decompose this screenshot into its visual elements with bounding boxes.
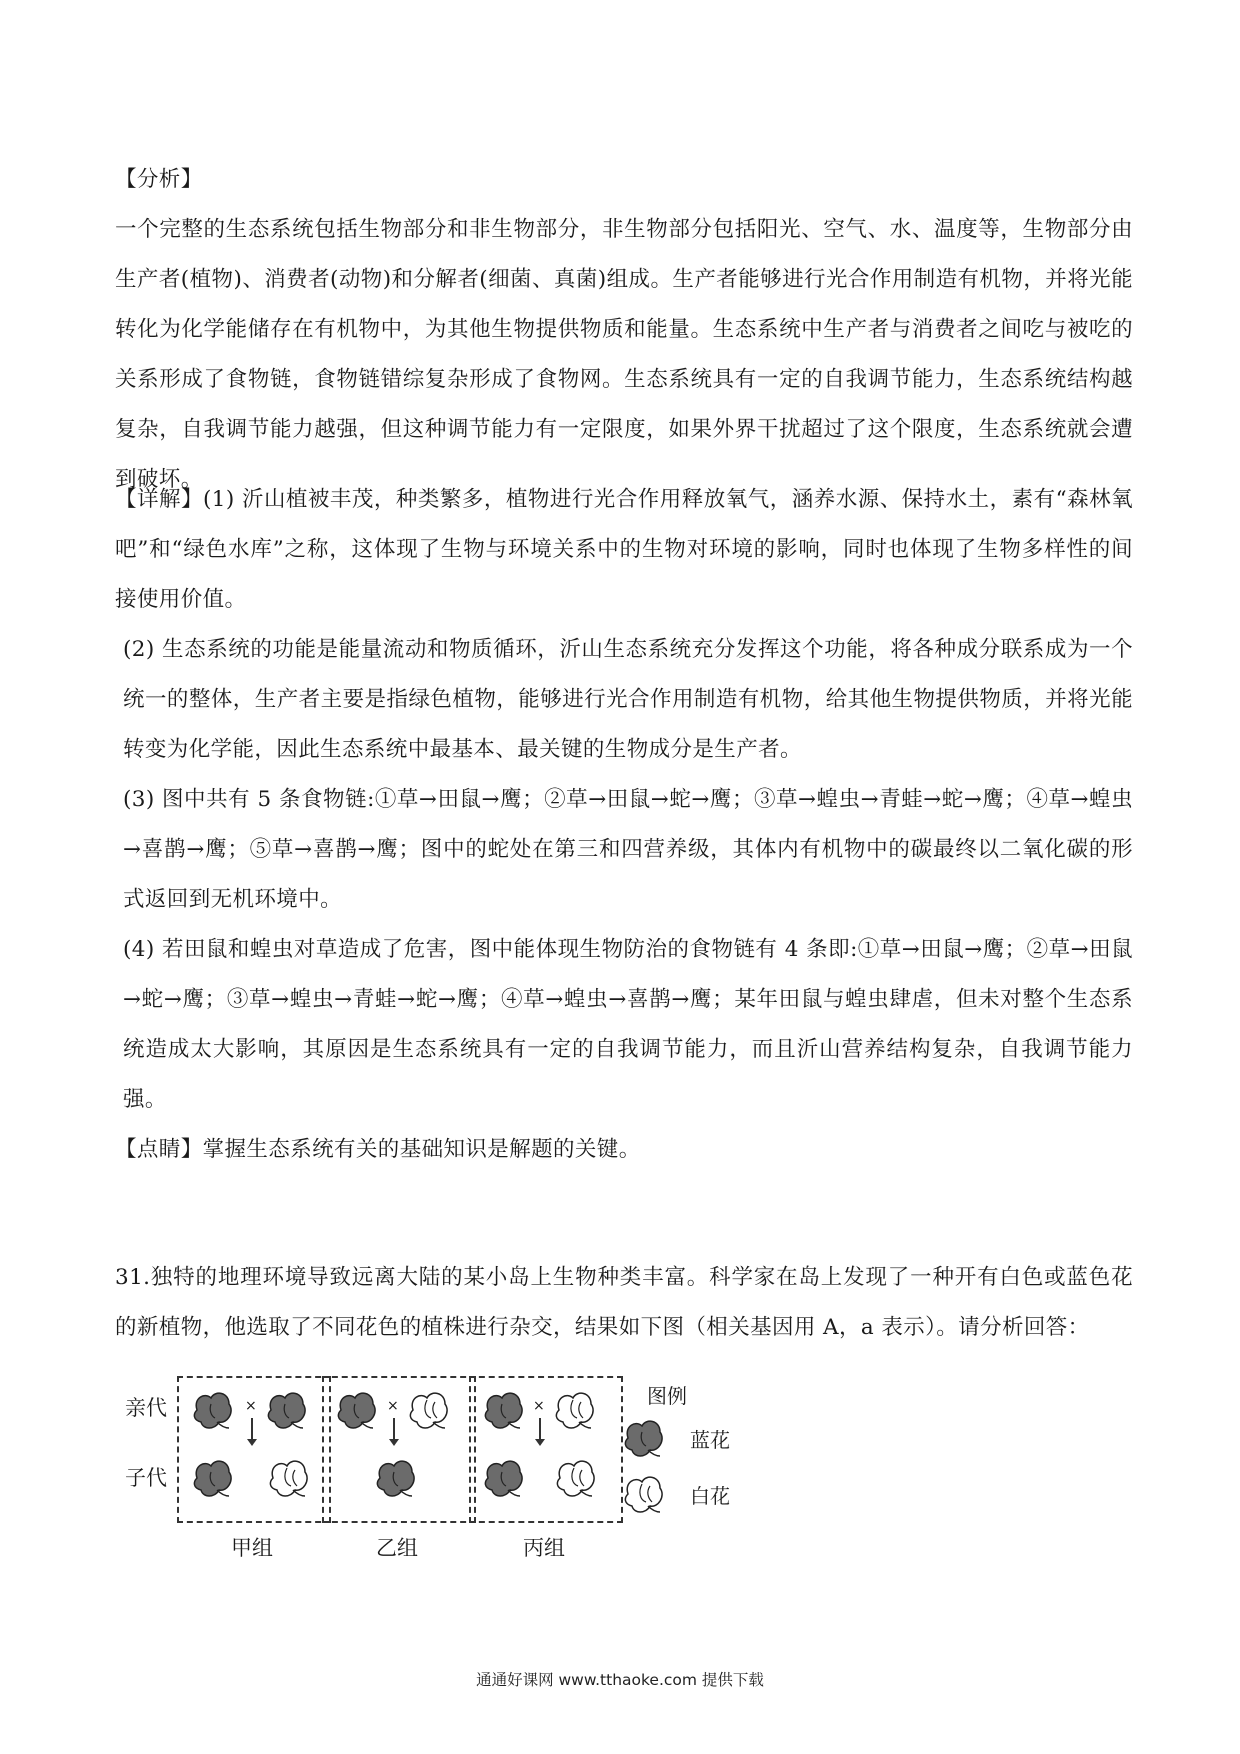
blue-flower-icon bbox=[189, 1456, 235, 1502]
blue-flower-icon bbox=[480, 1388, 526, 1434]
white-flower-icon bbox=[265, 1456, 311, 1502]
blue-flower-icon bbox=[333, 1388, 379, 1434]
group-jia-label: 甲组 bbox=[231, 1536, 273, 1560]
analysis-body: 一个完整的生态系统包括生物部分和非生物部分，非生物部分包括阳光、空气、水、温度等，生物部分由生产者(植物)、消费者(动物)和分解者(细菌、真菌)组成。生产者能够进行光合作用制造有机物，并将光能转化为化学能储存在有机物中，为其他生物提供物质和能量。生态系统中生产者与消费者之间吃与被吃的关系形成了食物链，食物链错综复杂形成了食物网。生态系统具有一定的自我调节能力，生态系统结构越复杂，自我调节能力越强，但这种调节能力有一定限度，如果外界干扰超过了这个限度，生态系统就会遭到破坏。 bbox=[115, 217, 1133, 492]
legend-title: 图例 bbox=[647, 1384, 687, 1408]
arrow-down-icon bbox=[539, 1418, 541, 1440]
cross-diagram bbox=[115, 1370, 875, 1570]
white-flower-icon bbox=[552, 1456, 598, 1502]
detail-paragraph-3: (3) 图中共有 5 条食物链:①草→田鼠→鹰；②草→田鼠→蛇→鹰；③草→蝗虫→青蛙→蛇→鹰；④草→蝗虫→喜鹊→鹰；⑤草→喜鹊→鹰；图中的蛇处在第三和四营养级，其体内有机物中的碳最终以二氧化碳的形式返回到无机环境中。 bbox=[123, 787, 1133, 912]
arrow-down-icon bbox=[251, 1418, 253, 1440]
detail-section bbox=[115, 475, 1133, 1175]
blue-flower-icon bbox=[480, 1456, 526, 1502]
cross-symbol: × bbox=[245, 1398, 257, 1414]
white-flower-icon bbox=[620, 1472, 666, 1518]
pointer-paragraph: 【点睛】掌握生态系统有关的基础知识是解题的关键。 bbox=[115, 1137, 641, 1162]
blue-flower-icon bbox=[372, 1456, 418, 1502]
group-yi-label: 乙组 bbox=[376, 1536, 418, 1560]
analysis-heading: 【分析】 bbox=[115, 167, 203, 192]
detail-heading: 【详解】 bbox=[115, 487, 203, 512]
detail-paragraph-1: 【详解】(1) 沂山植被丰茂，种类繁多，植物进行光合作用释放氧气，涵养水源、保持水土，素有“森林氧吧”和“绿色水库”之称，这体现了生物与环境关系中的生物对环境的影响，同时也体现了生物多样性的间接使用价值。 bbox=[115, 487, 1133, 612]
detail-paragraph-2: (2) 生态系统的功能是能量流动和物质循环，沂山生态系统充分发挥这个功能，将各种成分联系成为一个统一的整体，生产者主要是指绿色植物，能够进行光合作用制造有机物，给其他生物提供物质，并将光能转变为化学能，因此生态系统中最基本、最关键的生物成分是生产者。 bbox=[123, 637, 1133, 762]
legend-blue-label: 蓝花 bbox=[690, 1428, 730, 1452]
group-bing-label: 丙组 bbox=[523, 1536, 565, 1560]
analysis-section bbox=[115, 155, 1133, 505]
arrow-down-icon bbox=[393, 1418, 395, 1440]
white-flower-icon bbox=[405, 1388, 451, 1434]
legend-white-label: 白花 bbox=[690, 1484, 730, 1508]
cross-symbol: × bbox=[533, 1398, 545, 1414]
offspring-row-label: 子代 bbox=[125, 1466, 167, 1490]
question-31 bbox=[115, 1253, 1133, 1353]
footer-text: 通通好课网 www.tthaoke.com 提供下载 bbox=[476, 1671, 764, 1689]
white-flower-icon bbox=[551, 1388, 597, 1434]
detail-paragraph-4: (4) 若田鼠和蝗虫对草造成了危害，图中能体现生物防治的食物链有 4 条即:①草→田鼠→鹰；②草→田鼠→蛇→鹰；③草→蝗虫→青蛙→蛇→鹰；④草→蝗虫→喜鹊→鹰；某年田鼠与蝗虫肆虐，但未对整个生态系统造成太大影响，其原因是生态系统具有一定的自我调节能力，而且沂山营养结构复杂，自我调节能力强。 bbox=[123, 937, 1134, 1112]
pointer-heading: 【点睛】 bbox=[115, 1137, 203, 1162]
blue-flower-icon bbox=[263, 1388, 309, 1434]
parent-row-label: 亲代 bbox=[125, 1396, 167, 1420]
question-text: 31.独特的地理环境导致远离大陆的某小岛上生物种类丰富。科学家在岛上发现了一种开有白色或蓝色花的新植物，他选取了不同花色的植株进行杂交，结果如下图（相关基因用 A，a 表示）。请分析回答： bbox=[115, 1265, 1133, 1340]
blue-flower-icon bbox=[620, 1416, 666, 1462]
cross-symbol: × bbox=[387, 1398, 399, 1414]
blue-flower-icon bbox=[189, 1388, 235, 1434]
